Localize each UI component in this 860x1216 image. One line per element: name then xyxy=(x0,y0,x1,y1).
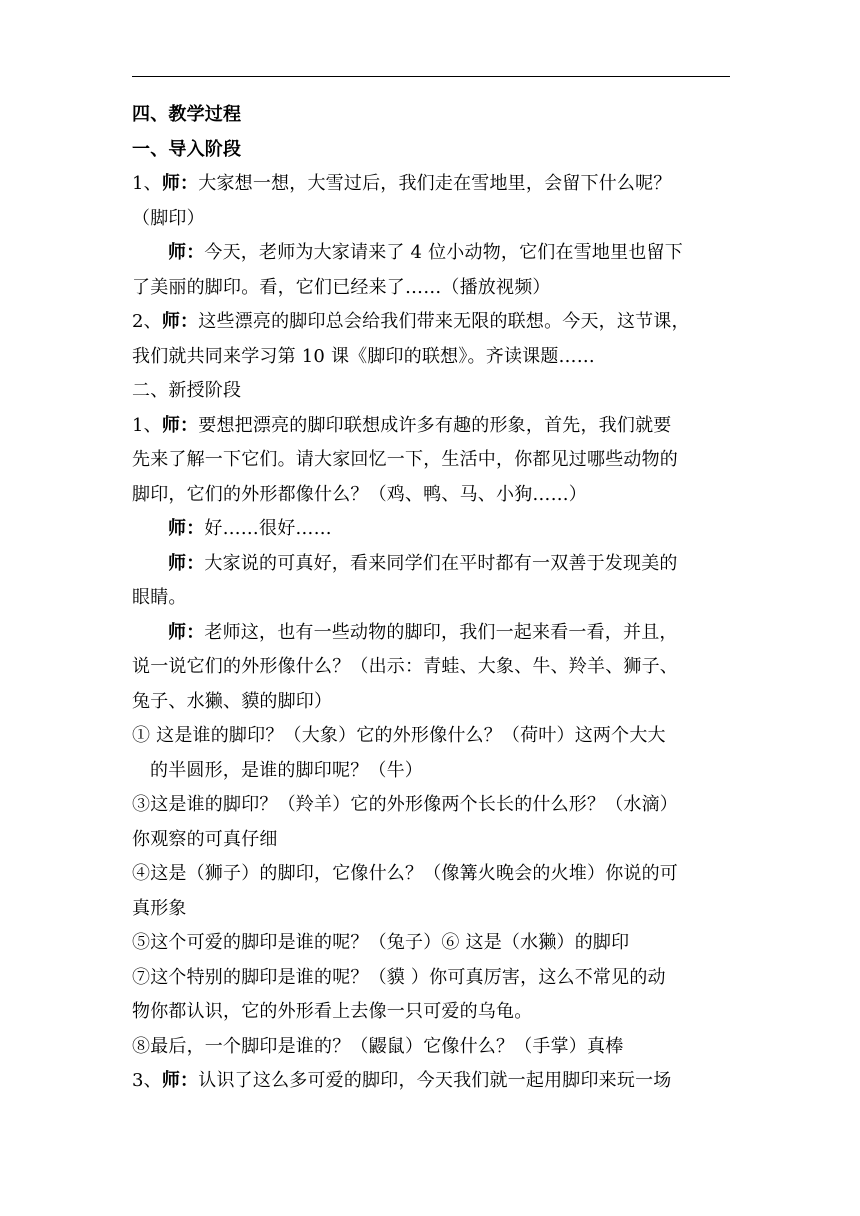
speaker-label: 师： xyxy=(168,552,205,574)
line-text: 好……很好…… xyxy=(204,518,332,539)
item-number: 1、 xyxy=(132,173,162,194)
list-item: ④这是（狮子）的脚印，它像什么？（像篝火晚会的火堆）你说的可 xyxy=(132,863,678,884)
paragraph-line xyxy=(132,236,730,271)
paragraph-line: （脚印） xyxy=(132,207,205,229)
paragraph-line xyxy=(132,616,730,651)
line-text: 大家想一想，大雪过后，我们走在雪地里，会留下什么呢？ xyxy=(198,173,672,194)
line-text: 今天，老师为大家请来了 4 位小动物，它们在雪地里也留下 xyxy=(204,242,683,263)
paragraph-line xyxy=(132,409,730,444)
item-number: 2、 xyxy=(132,311,162,332)
paragraph-line: 了美丽的脚印。看，它们已经来了……（播放视频） xyxy=(132,276,551,298)
paragraph-line: 脚印，它们的外形都像什么？（鸡、鸭、马、小狗……） xyxy=(132,483,587,505)
speaker-label: 师： xyxy=(168,242,205,263)
paragraph-line xyxy=(132,1064,730,1099)
list-item: ① 这是谁的脚印？（大象）它的外形像什么？（荷叶）这两个大大 xyxy=(132,725,666,746)
item-number: 3、 xyxy=(132,1070,162,1091)
paragraph-line xyxy=(132,512,730,547)
line-text: 大家说的可真好，看来同学们在平时都有一双善于发现美的 xyxy=(204,552,678,574)
list-item: ⑧最后，一个脚印是谁的？（鼹鼠）它像什么？（手掌）真棒 xyxy=(132,1035,624,1057)
paragraph-line xyxy=(132,547,730,582)
line-text: 这些漂亮的脚印总会给我们带来无限的联想。今天，这节课， xyxy=(198,311,690,332)
speaker-label: 师： xyxy=(168,621,205,643)
section-heading: 四、教学过程 xyxy=(132,104,242,125)
line-text: 认识了这么多可爱的脚印，今天我们就一起用脚印来玩一场 xyxy=(198,1070,672,1091)
paragraph-line xyxy=(132,167,730,202)
list-item: ⑦这个特别的脚印是谁的呢？（貘 ）你可真厉害，这么不常见的动 xyxy=(132,966,666,988)
paragraph-line: 眼睛。 xyxy=(132,587,187,608)
list-item-continuation: 真形象 xyxy=(132,897,187,919)
line-text: 老师这，也有一些动物的脚印，我们一起来看一看，并且， xyxy=(204,621,678,643)
list-item-continuation: 你观察的可真仔细 xyxy=(132,828,278,850)
list-item: ③这是谁的脚印？（羚羊）它的外形像两个长长的什么形？（水滴） xyxy=(132,794,678,815)
speaker-label: 师： xyxy=(168,518,205,539)
paragraph-line: 兔子、水獭、貘的脚印） xyxy=(132,690,333,712)
speaker-label: 师： xyxy=(161,414,199,436)
paragraph-line: 我们就共同来学习第 10 课《脚印的联想》。齐读课题…… xyxy=(132,345,595,367)
paragraph-line xyxy=(132,305,730,340)
speaker-label: 师： xyxy=(161,1070,199,1091)
line-text: 要想把漂亮的脚印联想成许多有趣的形象，首先，我们就要 xyxy=(198,414,672,436)
list-item: ⑤这个可爱的脚印是谁的呢？（兔子）⑥ 这是（水獭）的脚印 xyxy=(132,932,630,953)
header-rule xyxy=(132,76,730,77)
speaker-label: 师： xyxy=(161,311,199,332)
paragraph-line: 先来了解一下它们。请大家回忆一下，生活中，你都见过哪些动物的 xyxy=(132,449,678,470)
subsection-heading: 二、新授阶段 xyxy=(132,380,242,401)
document-body xyxy=(132,98,730,1099)
speaker-label: 师： xyxy=(161,173,199,194)
paragraph-line: 说一说它们的外形像什么？（出示：青蛙、大象、牛、羚羊、狮子、 xyxy=(132,656,678,677)
list-item-continuation: 物你都认识，它的外形看上去像一只可爱的乌龟。 xyxy=(132,1001,533,1022)
subsection-heading: 一、导入阶段 xyxy=(132,138,242,160)
list-item-continuation: 的半圆形，是谁的脚印呢？（牛） xyxy=(150,759,423,781)
item-number: 1、 xyxy=(132,414,162,436)
